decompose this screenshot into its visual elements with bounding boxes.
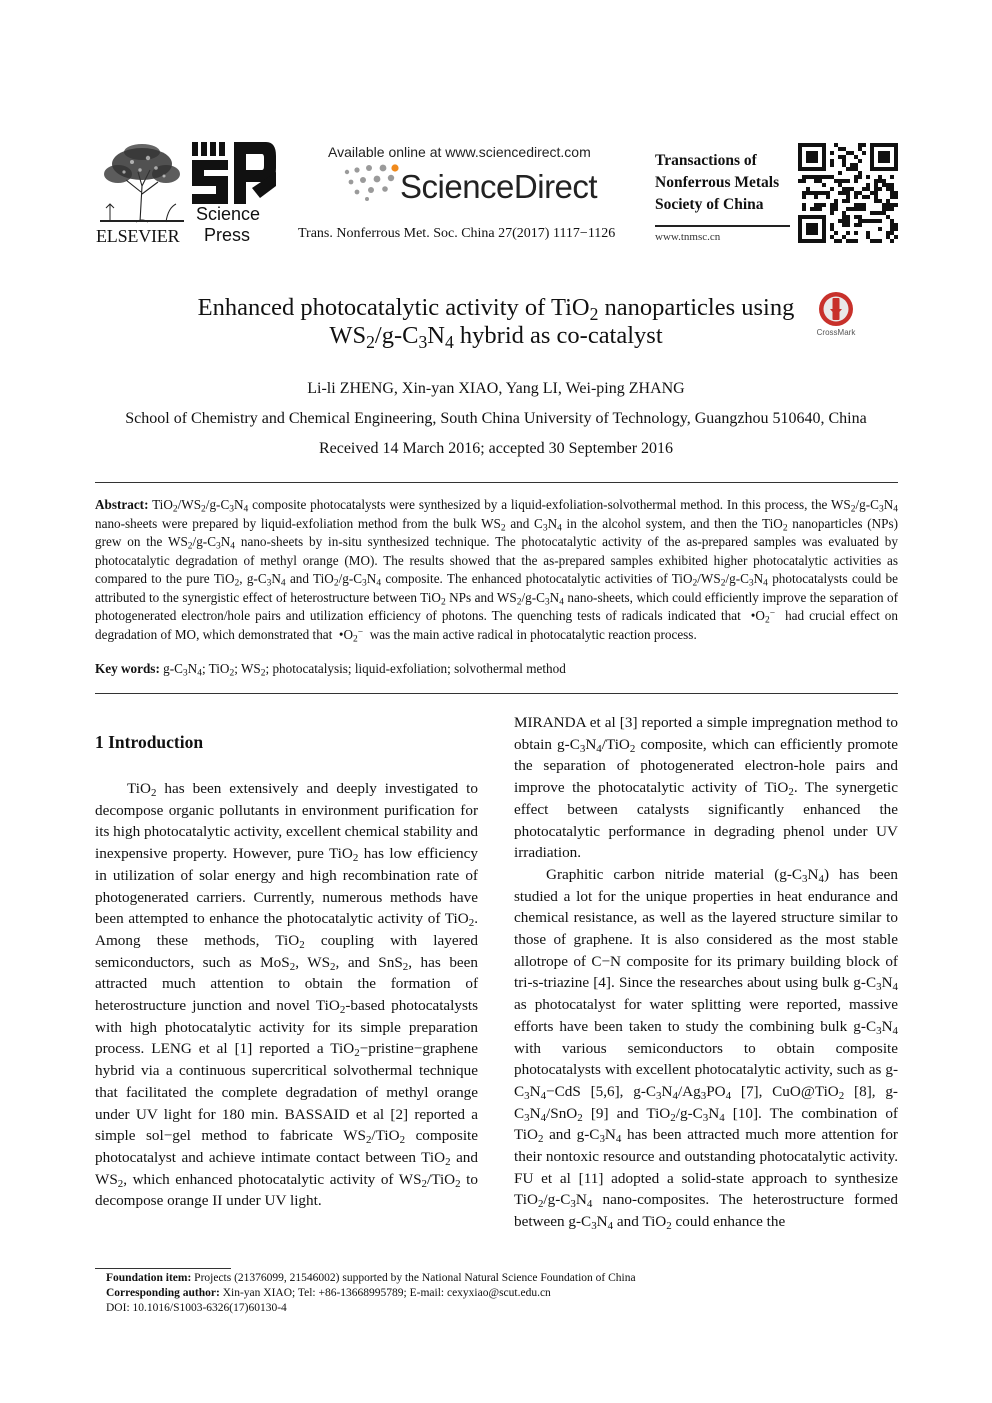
available-online-text[interactable]: Available online at www.sciencedirect.com (328, 144, 591, 160)
qr-code-icon[interactable] (798, 143, 898, 243)
article-title-line2: $WS_2/g-C_3N_4$ hybrid as co-catalyst (329, 322, 663, 352)
elsevier-tree-icon (96, 142, 188, 224)
intro-paragraph-1: TiO$_2$ has been extensively and deeply investigated to decompose organic pollutants in environment purification for its high photocatalytic activity, excellent chemical stability and inexpensive property. However, pure TiO$_2$ has low efficiency in utilization of solar energy and high recombination rate of photogenerated carriers. Currently, numerous methods have been attempted to enhance the photocatalytic activity of TiO$_2$. Among these methods, TiO$_2$ coupling with layered semiconductors, such as MoS$_2$, $WS_2$, and SnS$_2$, has been attracted much attention to obtain the formation of heterostructure junction and novel TiO$_2$-based photocatalysts with high photocatalytic activity for its simple preparation process. LENG et al [1] reported a TiO$_2$−pristine−graphene hybrid via a continuous supercritical solvothermal technique that facilitated the complete degradation of methyl orange under UV light for 180 min. BASSAID et al [2] reported a simple sol−gel method to fabricate $WS_2/TiO_2$ composite photocatalyst and achieve intimate contact between TiO$_2$ and $WS_2$, which enhanced photocatalytic activity of $WS_2/TiO_2$ to decompose orange II under UV light. (95, 780, 479, 1210)
abstract-text: $TiO_2/WS_2/g-C_3N_4$ composite photocatalysts were synthesized by a liquid-exfoliation-solvothermal method. In this process, the $WS_2/g-C_3N_4$ nano-sheets were prepared by liquid-exfoliation method from the bulk $WS_2$ and $C_3N_4$ in the alcohol system, and then the TiO$_2$ nanoparticles (NPs) grew on the $WS_2/g-C_3N_4$ nano-sheets by in-situ synthesized technique. The photocatalytic activity of the as-prepared samples was evaluated by photocatalytic degradation of methyl orange (MO). The results showed that the as-prepared samples exhibited higher photocatalytic activities as compared to the pure TiO$_2$, $g-C_3N_4$ and $TiO_2/g-C_3N_4$ composite. The enhanced photocatalytic activities of $TiO_2/WS_2/g-C_3N_4$ photocatalysts could be attributed to the synergistic effect of heterostructure between TiO$_2$ NPs and $WS_2/g-C_3N_4$ nano-sheets, which could efficiently improve the separation of photogenerated electron/hole pairs and utilization efficiency of photons. The quenching tests of radicals indicated that $•O_2^-$ had crucial effect on degradation of MO, which demonstrated that $•O_2^-$ was the main active radical in photocatalytic reaction process. (95, 497, 899, 645)
footnote-foundation: Foundation item: Projects (21376099, 21546002) supported by the National Natural Science Foundation of China (106, 1272, 636, 1284)
science-press-mark-icon (192, 142, 276, 204)
author-list: Li-li ZHENG, Xin-yan XIAO, Yang LI, Wei-ping ZHANG (307, 380, 685, 397)
article-title (96, 294, 896, 350)
journal-name-line3: Society of China (655, 196, 764, 213)
keywords-text: $g-C_3N_4$; TiO$_2$; $WS_2$; photocatalysis; liquid-exfoliation; solvothermal method (163, 661, 566, 679)
rule-above-abstract (95, 482, 898, 483)
elsevier-wordmark: ELSEVIER (96, 226, 180, 246)
journal-reference: Trans. Nonferrous Met. Soc. China 27(2017) 1117−1126 (298, 226, 616, 241)
keywords-block (95, 660, 898, 679)
crossmark-icon (814, 290, 858, 328)
sciencedirect-wordmark: ScienceDirect (400, 168, 598, 205)
body-column-right (514, 712, 898, 1233)
abstract-label: Abstract: (95, 497, 149, 512)
journal-name-line2: Nonferrous Metals (655, 174, 780, 191)
footnote-doi[interactable]: DOI: 10.1016/S1003-6326(17)60130-4 (106, 1302, 287, 1314)
science-press-logo (192, 142, 278, 246)
affiliation: School of Chemistry and Chemical Engineering, South China University of Technology, Guangzhou 510640, China (125, 410, 867, 427)
journal-url-link[interactable]: www.tnmsc.cn (655, 231, 721, 243)
intro-paragraph-2: MIRANDA et al [3] reported a simple impregnation method to obtain $g-C_3N_4/TiO_2$ composite, which can efficiently promote the separation of photogenerated electron-hole pairs and improve the photocatalytic activity of TiO$_2$. The synergetic effect between catalysts significantly enhanced the photocatalytic performance in degrading phenol under UV irradiation. (514, 714, 898, 862)
crossmark-label: CrossMark (816, 328, 856, 337)
intro-paragraph-3: Graphitic carbon nitride material $(g-C_3N_4)$ has been studied a lot for the unique properties in heat endurance and chemical resistance, as well as the layered structure similar to those of graphene. It is also considered as the most stable allotrope of C−N composite for its primary building block of tri-s-triazine [4]. Since the researches about using bulk $g-C_3N_4$ as photocatalyst for water splitting were reported, massive efforts have been taken to study the combining bulk $g-C_3N_4$ with various semiconductors to obtain composite photocatalysts with excellent photocatalytic activity, such as $g-C_3N_4-CdS$ [5,6], $g-C_3N_4/Ag_3PO_4$ [7], CuO@TiO$_2$ [8], $g-C_3N_4/SnO_2$ [9] and $TiO_2/g-C_3N_4$ [10]. The combination of TiO$_2$ and $g-C_3N_4$ has been attracted much more attention for their nontoxic resource and outstanding photocatalytic activity. FU et al [11] adopted a solid-state approach to synthesize $TiO_2/g-C_3N_4$ nano-composites. The heterostructure formed between $g-C_3N_4$ and TiO$_2$ could enhance the (514, 865, 898, 1233)
elsevier-logo (96, 142, 188, 246)
section-heading-introduction: 1 Introduction (95, 732, 204, 752)
journal-name-line1: Transactions of (655, 152, 757, 169)
science-press-word-press: Press (204, 225, 251, 245)
footnotes (106, 1271, 896, 1316)
article-title-line1: Enhanced photocatalytic activity of TiO$_2$ nanoparticles using (197, 294, 795, 324)
footnote-divider (95, 1268, 231, 1269)
journal-name-block (655, 150, 793, 216)
footnote-corresponding: Corresponding author: Xin-yan XIAO; Tel: +86-13668995789; E-mail: cexyxiao@scut.edu.cn (106, 1287, 551, 1299)
sciencedirect-dots-icon (343, 162, 403, 202)
body-column-left (95, 778, 478, 1212)
received-dates: Received 14 March 2016; accepted 30 September 2016 (318, 440, 674, 457)
science-press-word-science: Science (196, 204, 261, 224)
abstract-block (95, 496, 898, 644)
journal-divider (655, 225, 790, 227)
rule-below-abstract (95, 693, 898, 694)
keywords-label: Key words: (95, 661, 160, 676)
crossmark-badge[interactable] (814, 290, 858, 340)
